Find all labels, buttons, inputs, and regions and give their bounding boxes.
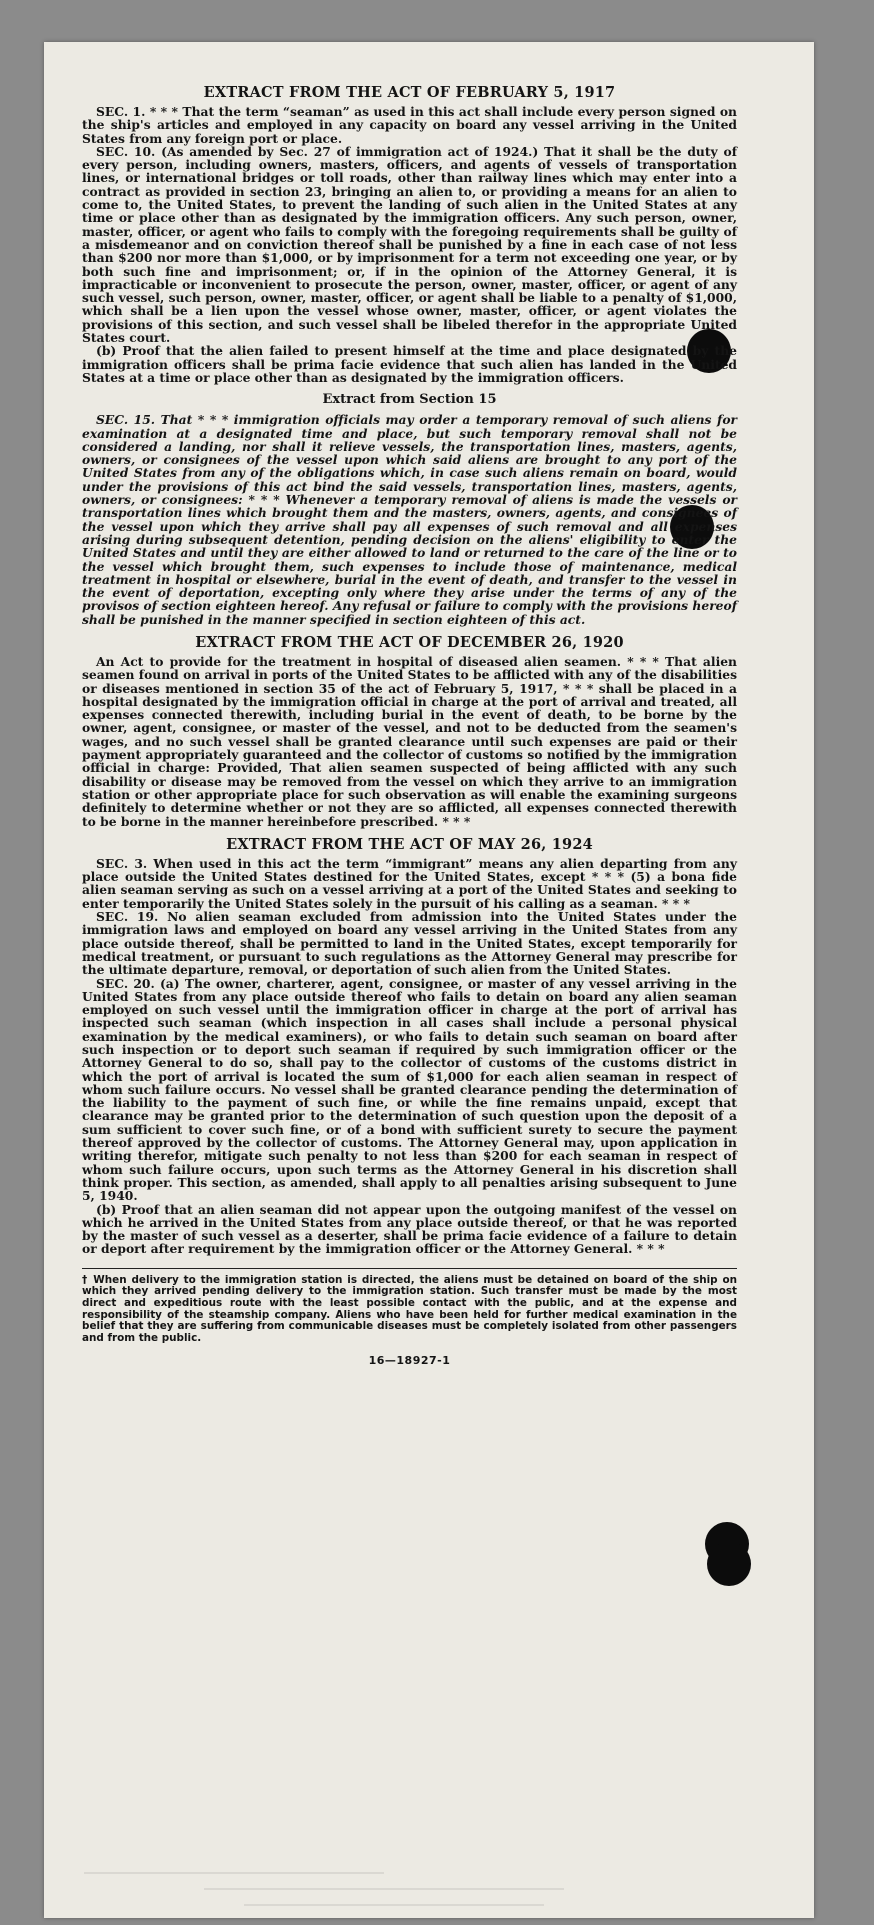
section-heading: EXTRACT FROM THE ACT OF MAY 26, 1924	[226, 835, 593, 853]
section-heading: EXTRACT FROM THE ACT OF DECEMBER 26, 1920	[195, 633, 624, 651]
paragraph: SEC. 3. When used in this act the term “immigrant” means any alien departing from any place outside the United States destined for the United States, except * * * (5) a bona fide alien seaman serving as such on a vessel arriving at a port of the United States and seeking to enter temporarily the United States solely in the pursuit of his calling as a seaman. * * *	[82, 855, 737, 911]
bleed-through-line	[244, 1904, 544, 1906]
document-content	[82, 84, 737, 1367]
footnote: † When delivery to the immigration station is directed, the aliens must be detained on board of the ship on which they arrived pending delivery to the immigration station. Such transfer must be made by the most direct and expeditious route with the least possible contact with the public, and at the expense and responsibility of the steamship company. Aliens who have been held for further medical examination in the belief that they are suffering from communicable diseases must be completely isolated from other passengers and from the public.	[82, 1273, 737, 1344]
section-heading: Extract from Section 15	[322, 392, 497, 408]
paragraph: SEC. 10. (As amended by Sec. 27 of immigration act of 1924.) That it shall be the duty of every person, including owners, masters, officers, and agents of vessels of transportation lines, or international bridges or toll roads, other than railway lines which may enter into a contract as provided in section 23, bringing an alien to, or providing a means for an alien to come to, the United States, to prevent the landing of such alien in the United States at any time or place other than as designated by the immigration officers. Any such person, owner, master, officer, or agent who fails to comply with the foregoing requirements shall be guilty of a misdemeanor and on conviction thereof shall be punished by a fine in each case of not less than $200 nor more than $1,000, or by imprisonment for a term not exceeding one year, or by both such fine and imprisonment; or, if in the opinion of the Attorney General, it is impracticable or inconvenient to prosecute the person, owner, master, officer, or agent of any such vessel, such person, owner, master, officer, or agent shall be liable to a penalty of $1,000, which shall be a lien upon the vessel whose owner, master, officer, or agent violates the provisions of this section, and such vessel shall be libeled therefor in the appropriate United States court.	[82, 143, 737, 346]
paragraph: An Act to provide for the treatment in hospital of diseased alien seamen. * * * That alien seamen found on arrival in ports of the United States to be afflicted with any of the disabilities or diseases mentioned in section 35 of the act of February 5, 1917, * * * shall be placed in a hospital designated by the immigration official in charge at the port of arrival and treated, all expenses connected therewith, including burial in the event of death, to be borne by the owner, agent, consignee, or master of the vessel, and not to be deducted from the seamen's wages, and no such vessel shall be granted clearance until such expenses are paid or their payment appropriately guaranteed and the collector of customs so notified by the immigration official in charge: Provided, That alien seamen suspected of being afflicted with any such disability or disease may be removed from the vessel on which they arrive to an immigration station or other appropriate place for such observation as will enable the examining surgeons definitely to determine whether or not they are so afflicted, all expenses connected therewith to be borne in the manner hereinbefore prescribed. * * *	[82, 653, 737, 829]
paragraph: SEC. 19. No alien seaman excluded from admission into the United States under the immigration laws and employed on board any vessel arriving in the United States from any place outside thereof, shall be permitted to land in the United States, except temporarily for medical treatment, or pursuant to such regulations as the Attorney General may prescribe for the ultimate departure, removal, or deportation of such alien from the United States.	[82, 909, 737, 978]
paragraph: (b) Proof that an alien seaman did not appear upon the outgoing manifest of the vessel on which he arrived in the United States from any place outside thereof, or that he was reported by the master of such vessel as a deserter, shall be prima facie evidence of a failure to detain or deport after requirement by the immigration officer or the Attorney General. * * *	[82, 1201, 737, 1257]
punch-hole	[707, 1542, 751, 1586]
paragraph: SEC. 1. * * * That the term “seaman” as used in this act shall include every person signed on the ship's articles and employed in any capacity on board any vessel arriving in the United States from any foreign port or place.	[82, 104, 737, 146]
bleed-through-line	[84, 1872, 384, 1874]
form-number: 16—18927-1	[368, 1354, 451, 1368]
paragraph: SEC. 15. That * * * immigration officials may order a temporary removal of such aliens for examination at a designated time and place, but such temporary removal shall not be considered a landing, nor shall it relieve vessels, the transportation lines, masters, agents, owners, or consignees of the vessel upon which said aliens are brought to any port of the United States from any of the obligations which, in case such aliens remain on board, would under the provisions of this act bind the said vessels, transportation lines, masters, agents, owners, or consignees: * * * Whenever a temporary removal of aliens is made the vessels or transportation lines which brought them and the masters, owners, agents, and consignees of the vessel upon which they arrive shall pay all expenses of such removal and all expenses arising during subsequent detention, pending decision on the aliens' eligibility to enter the United States and until they are either allowed to land or returned to the care of the line or to the vessel which brought them, such expenses to include those of maintenance, medical treatment in hospital or elsewhere, burial in the event of death, and transfer to the vessel in the event of deportation, excepting only where they arise under the terms of any of the provisos of section eighteen hereof. Any refusal or failure to comply with the provisions hereof shall be punished in the manner specified in section eighteen of this act.	[82, 412, 737, 627]
bleed-through-line	[204, 1888, 564, 1890]
paragraph: SEC. 20. (a) The owner, charterer, agent, consignee, or master of any vessel arriving in the United States from any place outside thereof who fails to detain on board any alien seaman employed on such vessel until the immigration officer in charge at the port of arrival has inspected such seaman (which inspection in all cases shall include a personal physical examination by the medical examiners), or who fails to detain such seaman on board after such inspection or to deport such seaman if required by such immigration officer or the Attorney General to do so, shall pay to the collector of customs of the customs district in which the port of arrival is located the sum of $1,000 for each alien seaman in respect of whom such failure occurs. No vessel shall be granted clearance pending the determination of the liability to the payment of such fine, or while the fine remains unpaid, except that clearance may be granted prior to the determination of such question upon the deposit of a sum sufficient to cover such fine, or of a bond with sufficient surety to secure the payment thereof approved by the collector of customs. The Attorney General may, upon application in writing therefor, mitigate such penalty to not less than $200 for each seaman in respect of whom such failure occurs, upon such terms as the Attorney General in his discretion shall think proper. This section, as amended, shall apply to all penalties arising subsequent to June 5, 1940.	[82, 975, 737, 1204]
section-heading: EXTRACT FROM THE ACT OF FEBRUARY 5, 1917	[203, 84, 616, 101]
footnote-rule	[82, 1268, 737, 1269]
paragraph: (b) Proof that the alien failed to present himself at the time and place designated by the immigration officers shall be prima facie evidence that such alien has landed in the United States at a time or place other than as designated by the immigration officers.	[82, 343, 737, 385]
